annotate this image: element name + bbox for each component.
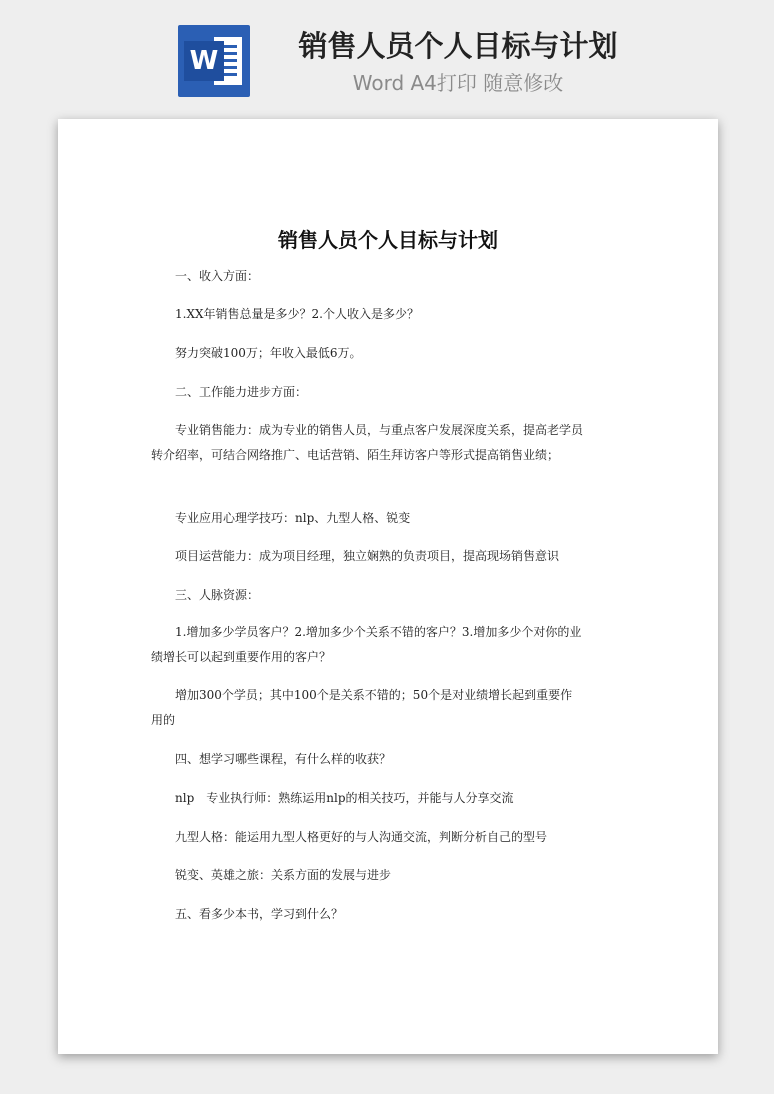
- section-heading-ability: 二、工作能力进步方面：: [175, 385, 308, 399]
- paragraph-project-ability: 项目运营能力：成为项目经理，独立娴熟的负责项目，提高现场销售意识: [175, 549, 560, 563]
- section-heading-courses: 四、想学习哪些课程，有什么样的收获？: [175, 752, 392, 766]
- banner-title: 销售人员个人目标与计划: [298, 29, 618, 63]
- paragraph-income-goal: 努力突破100万；年收入最低6万。: [175, 346, 362, 360]
- paragraph-network-goal: 增加300个学员；其中100个是关系不错的；50个是对业绩增长起到重要作用的: [151, 688, 573, 727]
- section-heading-income: 一、收入方面：: [175, 269, 260, 283]
- section-heading-network: 三、人脉资源：: [175, 588, 260, 602]
- section-heading-books: 五、看多少本书，学习到什么？: [175, 907, 344, 921]
- paragraph-course-nlp: nlp 专业执行师：熟练运用nlp的相关技巧，并能与人分享交流: [175, 791, 514, 805]
- paragraph-income-questions: 1.XX年销售总量是多少？2.个人收入是多少？: [175, 307, 419, 321]
- paragraph-course-hero-journey: 锐变、英雄之旅：关系方面的发展与进步: [175, 868, 392, 882]
- word-document-icon: [178, 25, 250, 97]
- paragraph-psychology-skills: 专业应用心理学技巧：nlp、九型人格、锐变: [175, 511, 411, 525]
- paragraph-sales-ability: 专业销售能力：成为专业的销售人员，与重点客户发展深度关系，提高老学员转介绍率，可结合网络推广、电话营销、陌生拜访客户等形式提高销售业绩；: [151, 423, 584, 462]
- word-letter: W: [184, 41, 224, 81]
- banner-subtitle: Word A4打印 随意修改: [352, 71, 564, 95]
- paragraph-course-enneagram: 九型人格：能运用九型人格更好的与人沟通交流，判断分析自己的型号: [175, 830, 548, 844]
- document-page: [58, 119, 718, 1054]
- header-banner: [0, 0, 774, 118]
- document-title: 销售人员个人目标与计划: [278, 228, 498, 252]
- paragraph-network-questions: 1.增加多少学员客户？2.增加多少个关系不错的客户？3.增加多少个对你的业绩增长可以起到重要作用的客户？: [151, 625, 582, 664]
